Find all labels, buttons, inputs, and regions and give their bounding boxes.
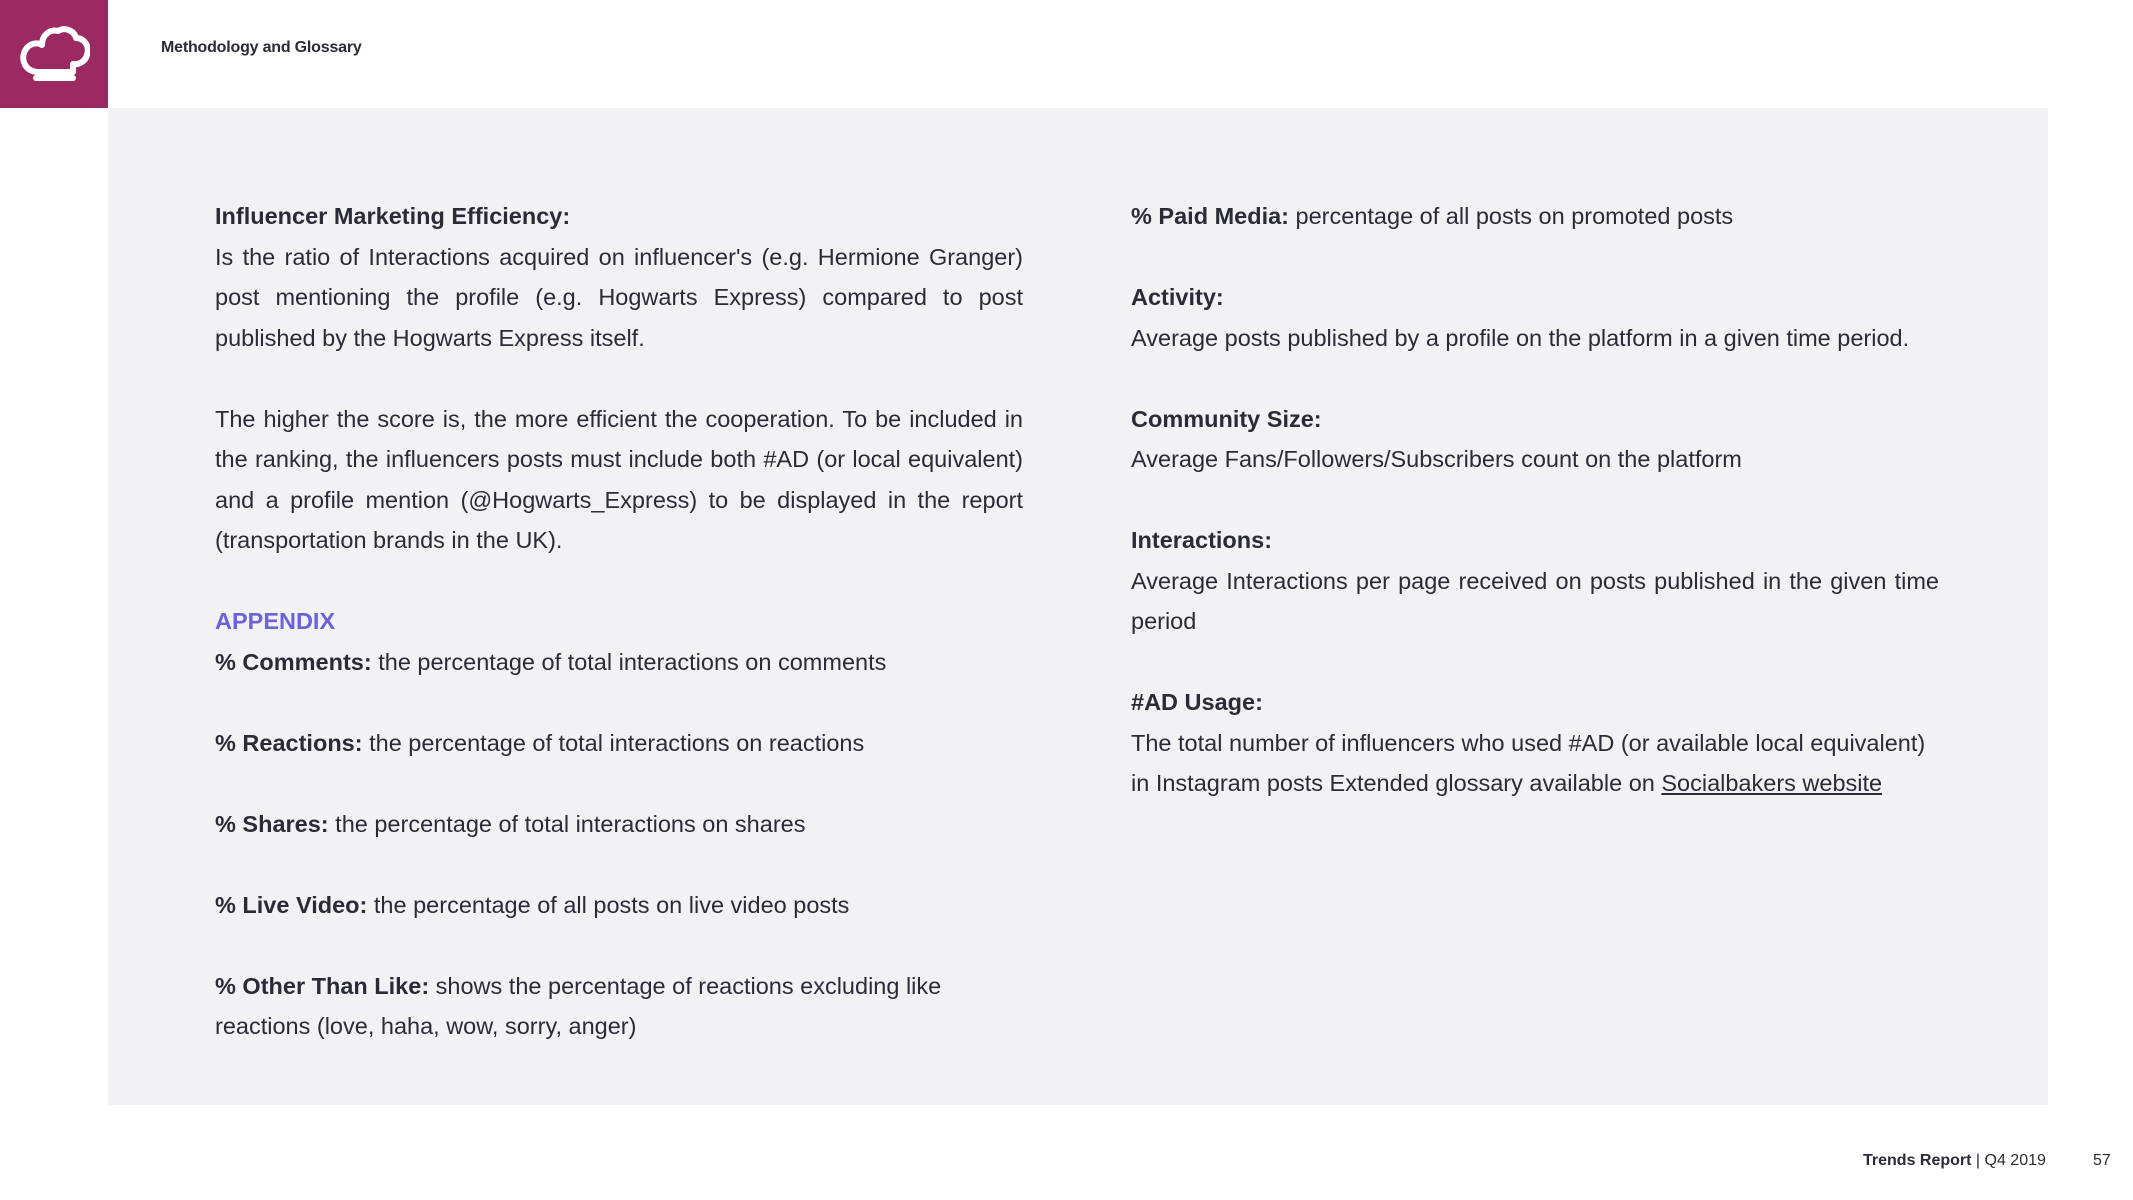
interactions-term: Interactions: xyxy=(1131,527,1273,553)
chef-hat-icon xyxy=(18,22,90,86)
activity-text: Average posts published by a profile on the platform in a given time period. xyxy=(1131,324,1910,351)
community-term: Community Size: xyxy=(1131,405,1322,432)
appendix-other-than-like xyxy=(215,966,955,1047)
appendix-comments xyxy=(215,601,1023,682)
efficiency-term: Influencer Marketing Efficiency: xyxy=(215,203,571,229)
live-video-text: the percentage of all posts on live video posts xyxy=(367,891,850,918)
paid-media-text: percentage of all posts on promoted posts xyxy=(1289,203,1734,229)
right-column xyxy=(1131,196,1939,844)
live-video-term: % Live Video: xyxy=(215,891,368,918)
appendix-live-video xyxy=(215,885,1023,926)
appendix-shares xyxy=(215,804,1023,845)
comments-term: % Comments: xyxy=(215,648,372,675)
appendix-heading: APPENDIX xyxy=(215,608,336,634)
interactions-text: Average Interactions per page received on posts published in the given time period xyxy=(1131,567,1939,634)
shares-text: the percentage of total interactions on shares xyxy=(328,810,806,837)
score-note: The higher the score is, the more efficient the cooperation. To be included in the ranking, the influencers posts must include both #AD (or local equivalent) and a profile mention (@Hogwarts_Express) to be displayed in the report (transportation brands in the UK). xyxy=(215,405,1023,553)
efficiency-text: Is the ratio of Interactions acquired on influencer's (e.g. Hermione Granger) post mentioning the profile (e.g. Hogwarts Express) compared to post published by the Hogwarts Express itself. xyxy=(215,243,1023,351)
shares-term: % Shares: xyxy=(215,810,329,837)
appendix-reactions xyxy=(215,723,1023,764)
interactions-definition xyxy=(1131,520,1939,642)
paid-media-term: % Paid Media: xyxy=(1131,203,1290,229)
community-definition xyxy=(1131,399,1939,480)
community-text: Average Fans/Followers/Subscribers count on the platform xyxy=(1131,446,1742,472)
glossary-panel xyxy=(108,108,2048,1105)
other-than-like-text: shows the percentage of reactions excluding like reactions (love, haha, wow, sorry, anger) xyxy=(215,972,942,1039)
section-title: Methodology and Glossary xyxy=(161,39,362,56)
socialbakers-link[interactable]: Socialbakers website xyxy=(1661,770,1883,796)
footer-period: | Q4 2019 xyxy=(1971,1152,2046,1169)
ad-usage-term: #AD Usage: xyxy=(1131,689,1263,715)
reactions-text: the percentage of total interactions on reactions xyxy=(362,729,865,756)
ad-usage-text: The total number of influencers who used #AD (or available local equivalent) in Instagram posts Extended glossary available on xyxy=(1131,729,1926,796)
activity-term: Activity: xyxy=(1131,284,1224,310)
reactions-term: % Reactions: xyxy=(215,729,363,756)
activity-definition xyxy=(1131,277,1939,358)
footer-report xyxy=(1863,1152,2046,1170)
page-number: 57 xyxy=(2093,1152,2111,1169)
footer-report-title: Trends Report xyxy=(1863,1152,1972,1169)
paid-media-definition xyxy=(1131,196,1939,237)
left-column xyxy=(215,196,1023,1087)
comments-text: the percentage of total interactions on comments xyxy=(371,648,887,675)
other-than-like-term: % Other Than Like: xyxy=(215,972,430,999)
logo xyxy=(0,0,108,108)
ad-usage-definition xyxy=(1131,682,1939,804)
efficiency-definition xyxy=(215,196,1023,358)
